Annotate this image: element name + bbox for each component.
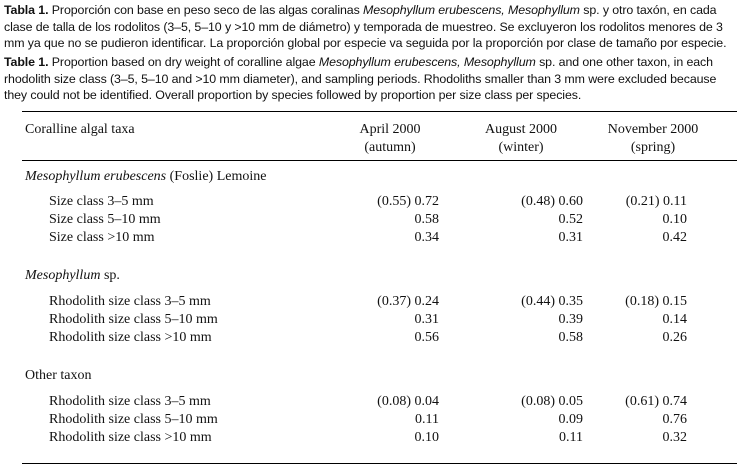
group-name-rest: (Foslie) Lemoine <box>166 169 267 184</box>
group-heading <box>25 367 91 385</box>
cell-april: (0.55) 0.72 <box>377 194 439 209</box>
group-heading <box>25 168 266 186</box>
header-col-august-season: (winter) <box>498 140 544 155</box>
cell-august: 0.58 <box>558 330 583 345</box>
group-heading <box>25 267 120 285</box>
row-label: Size class 3–5 mm <box>49 194 154 209</box>
row-label: Rhodolith size class 3–5 mm <box>49 294 211 309</box>
row-label: Rhodolith size class >10 mm <box>49 430 212 445</box>
row-label: Rhodolith size class >10 mm <box>49 330 212 345</box>
cell-april: 0.31 <box>414 312 439 327</box>
caption-spanish <box>4 2 738 52</box>
cell-august: 0.52 <box>558 212 583 227</box>
cell-august: 0.09 <box>558 412 583 427</box>
caption-es-text-2: sp. y otro taxón, en cada clase de talla de los rodolitos (3–5, 5–10 y >10 mm de diámetro) y temporada de muestreo. Se excluyeron los rodolitos menores de 3 mm ya que no se pudieron identificar. La proporción global por especie va seguida por la proporción por clase de tamaño por especie. <box>4 3 727 50</box>
row-label: Size class >10 mm <box>49 230 155 245</box>
cell-april: 0.56 <box>414 330 439 345</box>
header-taxa: Coralline algal taxa <box>25 122 135 137</box>
header-col-november-season: (spring) <box>630 140 676 155</box>
cell-august: (0.44) 0.35 <box>521 294 583 309</box>
caption-en-species: Mesophyllum erubescens, Mesophyllum <box>318 55 536 69</box>
caption-en-text-2: sp. and one other taxon, in each rhodolith size class (3–5, 5–10 and >10 mm diameter), and sampling periods. Rhodoliths smaller than 3 mm were excluded because they could not be identified. Overall proportion by species followed by proportion per size class per species. <box>4 55 717 102</box>
header-col-november: November 2000 <box>607 122 699 137</box>
group-name-italic: Mesophyllum <box>25 268 101 283</box>
header-col-august: August 2000 <box>485 122 557 137</box>
cell-august: 0.39 <box>558 312 583 327</box>
row-label: Rhodolith size class 3–5 mm <box>49 394 211 409</box>
caption-es-label: Tabla 1. <box>4 3 49 17</box>
cell-november: 0.42 <box>662 230 687 245</box>
caption-english <box>4 54 738 104</box>
cell-november: 0.32 <box>662 430 687 445</box>
cell-april: 0.58 <box>414 212 439 227</box>
cell-april: 0.11 <box>415 412 439 427</box>
cell-april: 0.10 <box>414 430 439 445</box>
caption-en-text-1: Proportion based on dry weight of coralline algae <box>48 55 319 69</box>
cell-november: (0.61) 0.74 <box>625 394 687 409</box>
group-name-rest: sp. <box>100 268 120 283</box>
caption-es-text-1: Proporción con base en peso seco de las algas coralinas <box>48 3 364 17</box>
caption-en-label: Table 1. <box>4 55 49 69</box>
group-name-italic: Mesophyllum erubescens <box>25 169 167 184</box>
header-col-april: April 2000 <box>359 122 421 137</box>
cell-november: (0.18) 0.15 <box>625 294 687 309</box>
cell-november: 0.76 <box>662 412 687 427</box>
cell-november: (0.21) 0.11 <box>625 194 687 209</box>
cell-august: 0.11 <box>559 430 583 445</box>
header-col-april-season: (autumn) <box>364 140 416 155</box>
cell-august: (0.48) 0.60 <box>521 194 583 209</box>
group-name-rest: Other taxon <box>25 368 92 383</box>
cell-november: 0.14 <box>662 312 687 327</box>
cell-november: 0.26 <box>662 330 687 345</box>
cell-april: (0.37) 0.24 <box>377 294 439 309</box>
row-label: Size class 5–10 mm <box>49 212 161 227</box>
cell-april: 0.34 <box>414 230 439 245</box>
row-label: Rhodolith size class 5–10 mm <box>49 412 218 427</box>
table-header-rule <box>22 160 737 161</box>
cell-august: 0.31 <box>558 230 583 245</box>
table-top-rule <box>22 111 737 112</box>
cell-august: (0.08) 0.05 <box>521 394 583 409</box>
table-bottom-rule <box>22 463 737 464</box>
row-label: Rhodolith size class 5–10 mm <box>49 312 218 327</box>
cell-april: (0.08) 0.04 <box>377 394 439 409</box>
cell-november: 0.10 <box>662 212 687 227</box>
caption-es-species: Mesophyllum erubescens, Mesophyllum <box>363 3 580 17</box>
